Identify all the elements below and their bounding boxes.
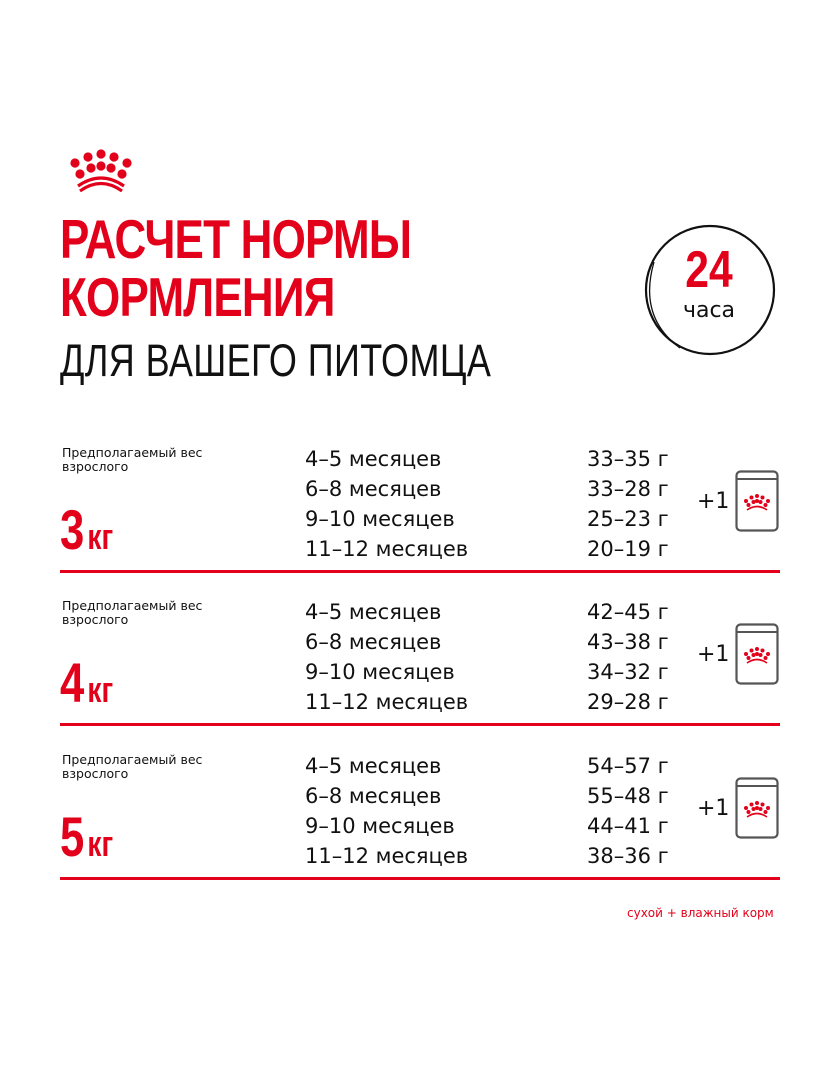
daily-amount: 38–36 г: [587, 844, 669, 868]
table-row: [305, 811, 685, 841]
weight-number: 3: [60, 498, 85, 561]
age-range: 9–10 месяцев: [305, 507, 455, 531]
age-range: 6–8 месяцев: [305, 630, 442, 654]
table-row: [305, 781, 685, 811]
table-row: [305, 627, 685, 657]
feeding-rows: [305, 444, 685, 564]
age-range: 6–8 месяцев: [305, 784, 442, 808]
age-range: 9–10 месяцев: [305, 660, 455, 684]
page-title-line-2: КОРМЛЕНИЯ: [60, 266, 335, 328]
24-hours-badge: [640, 222, 778, 360]
age-range: 9–10 месяцев: [305, 814, 455, 838]
section-divider: [60, 723, 780, 726]
adult-weight-label: Предполагаемый вес взрослого: [62, 752, 203, 781]
feeding-section-3kg: [60, 440, 780, 580]
daily-amount: 25–23 г: [587, 507, 669, 531]
table-row: [305, 751, 685, 781]
section-divider: [60, 570, 780, 573]
section-divider: [60, 877, 780, 880]
adult-weight-value: [60, 805, 114, 868]
royal-crown-icon: [66, 148, 136, 192]
wet-food-pouch-icon: [735, 623, 779, 685]
table-row: [305, 597, 685, 627]
adult-weight-label: Предполагаемый вес взрослого: [62, 598, 203, 627]
adult-weight-value: [60, 498, 114, 561]
table-row: [305, 444, 685, 474]
plus-one-label: +1: [697, 489, 730, 514]
adult-weight-value: [60, 651, 114, 714]
weight-unit: кг: [87, 823, 114, 864]
age-range: 11–12 месяцев: [305, 537, 469, 561]
adult-weight-label: Предполагаемый вес взрослого: [62, 445, 203, 474]
feeding-rows: [305, 597, 685, 717]
feeding-section-5kg: [60, 747, 780, 887]
daily-amount: 54–57 г: [587, 754, 669, 778]
table-row: [305, 841, 685, 871]
table-row: [305, 534, 685, 564]
feeding-section-4kg: [60, 593, 780, 733]
table-row: [305, 657, 685, 687]
plus-one-label: +1: [697, 796, 730, 821]
weight-number: 5: [60, 805, 85, 868]
age-range: 4–5 месяцев: [305, 447, 442, 471]
age-range: 4–5 месяцев: [305, 600, 442, 624]
daily-amount: 29–28 г: [587, 690, 669, 714]
table-row: [305, 687, 685, 717]
feeding-rows: [305, 751, 685, 871]
daily-amount: 43–38 г: [587, 630, 669, 654]
wet-food-pouch-icon: [735, 470, 779, 532]
plus-one-label: +1: [697, 642, 730, 667]
daily-amount: 44–41 г: [587, 814, 669, 838]
age-range: 4–5 месяцев: [305, 754, 442, 778]
daily-amount: 33–35 г: [587, 447, 669, 471]
daily-amount: 42–45 г: [587, 600, 669, 624]
daily-amount: 34–32 г: [587, 660, 669, 684]
weight-unit: кг: [87, 516, 114, 557]
page-title-line-1: РАСЧЕТ НОРМЫ: [60, 208, 412, 270]
badge-number: 24: [685, 241, 733, 299]
wet-food-pouch-icon: [735, 777, 779, 839]
weight-number: 4: [60, 651, 85, 714]
table-row: [305, 474, 685, 504]
daily-amount: 20–19 г: [587, 537, 669, 561]
footnote-dry-wet-food: сухой + влажный корм: [627, 906, 774, 920]
badge-unit: часа: [682, 298, 736, 323]
weight-unit: кг: [87, 669, 114, 710]
page-subtitle: ДЛЯ ВАШЕГО ПИТОМЦА: [60, 335, 492, 386]
table-row: [305, 504, 685, 534]
age-range: 11–12 месяцев: [305, 844, 469, 868]
daily-amount: 33–28 г: [587, 477, 669, 501]
daily-amount: 55–48 г: [587, 784, 669, 808]
age-range: 11–12 месяцев: [305, 690, 469, 714]
age-range: 6–8 месяцев: [305, 477, 442, 501]
